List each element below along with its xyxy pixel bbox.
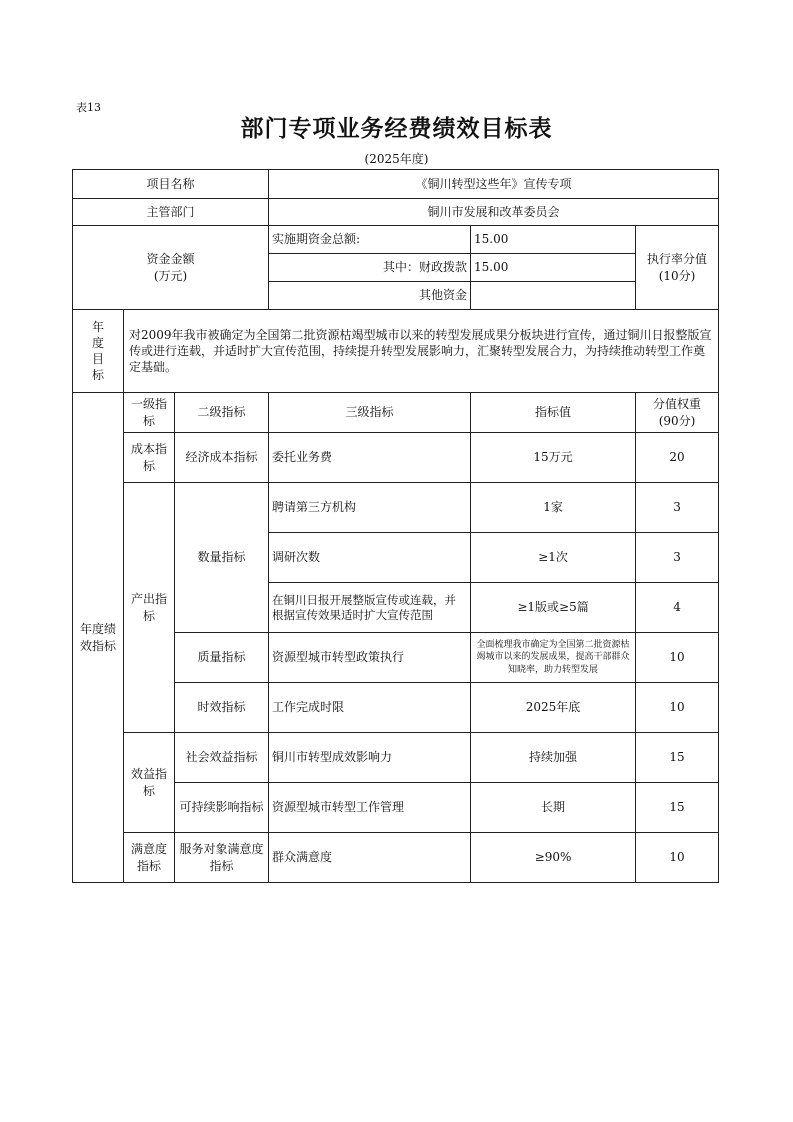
sustainable-level3: 资源型城市转型工作管理 (269, 783, 471, 833)
social-level3: 铜川市转型成效影响力 (269, 733, 471, 783)
output-level1: 产出指标 (124, 483, 175, 733)
cost-weight: 20 (636, 433, 719, 483)
cost-level1: 成本指标 (124, 433, 175, 483)
satisfaction-level1: 满意度指标 (124, 833, 175, 883)
goal-row (73, 310, 719, 393)
funds-total-value: 15.00 (471, 226, 636, 254)
department-row (73, 199, 719, 226)
funds-total-row (73, 226, 719, 254)
sustainable-weight: 15 (636, 783, 719, 833)
quantity-value: ≥1版或≥5篇 (471, 583, 636, 633)
funds-total-label: 实施期资金总额: (269, 226, 471, 254)
social-level2: 社会效益指标 (175, 733, 269, 783)
quantity-level3: 在铜川日报开展整版宣传或连载，并根据宣传效果适时扩大宣传范围 (269, 583, 471, 633)
quality-level2: 质量指标 (175, 633, 269, 683)
execution-rate-label: 执行率分值 (647, 252, 708, 267)
fiscal-year: (2025年度) (364, 152, 429, 166)
page-title: 部门专项业务经费绩效目标表 (240, 116, 553, 142)
quality-weight: 10 (636, 633, 719, 683)
funds-fiscal-label: 其中：财政拨款 (269, 254, 471, 282)
cost-level3: 委托业务费 (269, 433, 471, 483)
header-value: 指标值 (471, 393, 636, 433)
timeliness-value: 2025年底 (471, 683, 636, 733)
department-label: 主管部门 (73, 199, 269, 226)
quantity-level3: 调研次数 (269, 533, 471, 583)
funds-other-label: 其他资金 (269, 282, 471, 310)
performance-target-table (72, 169, 719, 883)
sustainable-level2: 可持续影响指标 (175, 783, 269, 833)
goal-label-char: 度 (91, 335, 104, 350)
sustainable-value: 长期 (471, 783, 636, 833)
quantity-value: 1家 (471, 483, 636, 533)
timeliness-level2: 时效指标 (175, 683, 269, 733)
table-number: 表13 (76, 101, 101, 114)
indicator-header-row (73, 393, 719, 433)
quantity-level2: 数量指标 (175, 483, 269, 633)
social-value: 持续加强 (471, 733, 636, 783)
funds-fiscal-value: 15.00 (471, 254, 636, 282)
quality-level3: 资源型城市转型政策执行 (269, 633, 471, 683)
satisfaction-weight: 10 (636, 833, 719, 883)
header-level1: 一级指标 (124, 393, 175, 433)
cost-level2: 经济成本指标 (175, 433, 269, 483)
table-row (73, 833, 719, 883)
cost-value: 15万元 (471, 433, 636, 483)
goal-label-cell (73, 310, 124, 393)
funds-label: 资金金额 (146, 252, 195, 267)
funds-unit: (万元) (153, 268, 188, 283)
header-weight: 分值权重 (653, 397, 702, 412)
goal-label-char: 年 (91, 319, 104, 334)
social-weight: 15 (636, 733, 719, 783)
timeliness-level3: 工作完成时限 (269, 683, 471, 733)
satisfaction-level3: 群众满意度 (269, 833, 471, 883)
quantity-weight: 3 (636, 533, 719, 583)
quality-value: 全面梳理我市确定为全国第二批资源枯竭城市以来的发展成果，提高干部群众知晓率，助力转型发展 (471, 633, 636, 683)
quantity-weight: 4 (636, 583, 719, 633)
execution-rate-score: (10分) (658, 268, 696, 283)
satisfaction-value: ≥90% (471, 833, 636, 883)
satisfaction-level2: 服务对象满意度指标 (175, 833, 269, 883)
goal-text: 对2009年我市被确定为全国第二批资源枯竭型城市以来的转型发展成果分板块进行宣传，通过铜川日报整版宣传或进行连载，并适时扩大宣传范围，持续提升转型发展影响力，汇聚转型发展合力，为持续推动转型工作奠定基础。 (124, 310, 719, 393)
department-value: 铜川市发展和改革委员会 (269, 199, 719, 226)
header-weight-cell (636, 393, 719, 433)
goal-label-char: 目 (91, 352, 104, 366)
funds-label-cell (73, 226, 269, 310)
project-value: 《铜川转型这些年》宣传专项 (269, 170, 719, 199)
quantity-value: ≥1次 (471, 533, 636, 583)
benefit-level1: 效益指标 (124, 733, 175, 833)
header-weight-total: (90分) (658, 413, 696, 428)
table-row (73, 733, 719, 783)
quantity-level3: 聘请第三方机构 (269, 483, 471, 533)
table-row (73, 483, 719, 533)
funds-other-value (471, 282, 636, 310)
table-row (73, 433, 719, 483)
goal-label-char: 标 (91, 368, 104, 383)
project-row (73, 170, 719, 199)
header-level3: 三级指标 (269, 393, 471, 433)
timeliness-weight: 10 (636, 683, 719, 733)
execution-rate-cell (636, 226, 719, 310)
header-level2: 二级指标 (175, 393, 269, 433)
indicator-section-label: 年度绩效指标 (73, 393, 124, 883)
project-label: 项目名称 (73, 170, 269, 199)
quantity-weight: 3 (636, 483, 719, 533)
